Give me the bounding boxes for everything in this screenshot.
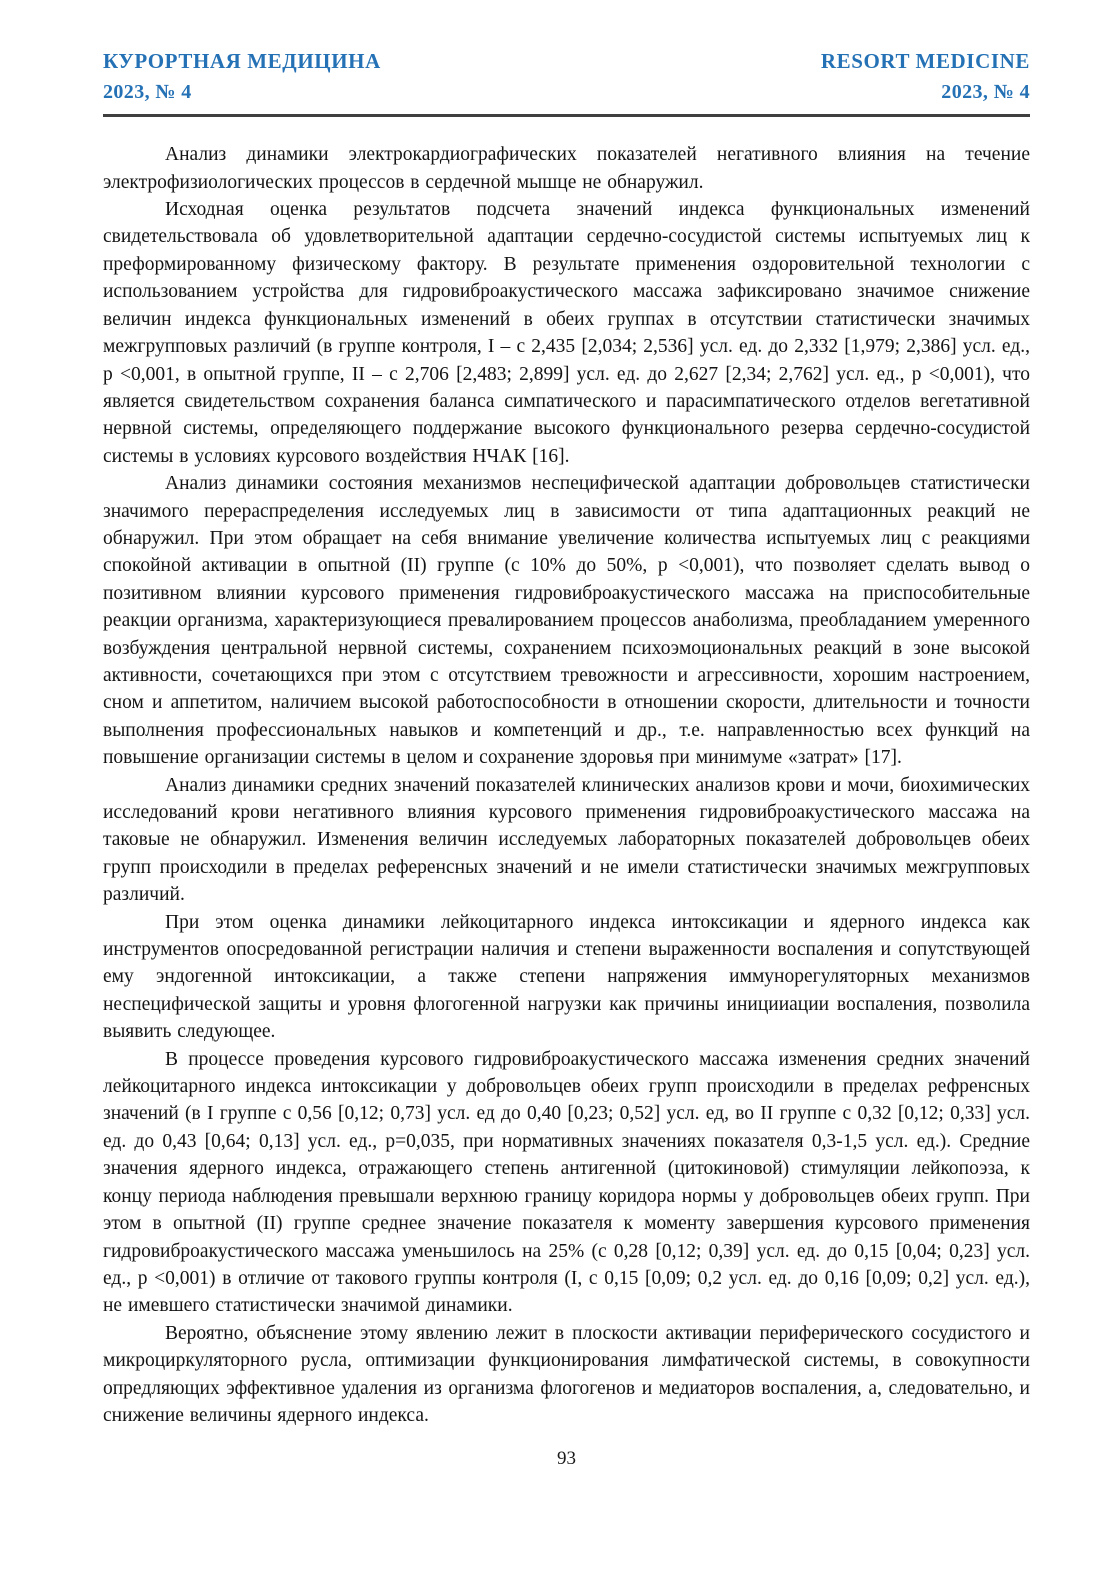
- journal-page: [103, 0, 1030, 1469]
- article-body: [103, 141, 1030, 1429]
- paragraph-ecg-analysis: Анализ динамики электрокардиографических показателей негативного влияния на течение электрофизиологических процессов в сердечной мышце не обнаружил.: [103, 144, 1030, 193]
- paragraph-leukocyte-index-results: В процессе проведения курсового гидровиброакустического массажа изменения средних значений лейкоцитарного индекса интоксикации у добровольцев обеих групп происходили в пределах рефренсных значений (в I группе с 0,56 [0,12; 0,73] усл. ед до 0,40 [0,23; 0,52] усл. ед, во II группе с 0,32 [0,12; 0,33] усл. ед. до 0,43 [0,64; 0,13] усл. ед., p=0,035, при нормативных значениях показателя 0,3-1,5 усл. ед.). Средние значения ядерного индекса, отражающего степень антигенной (цитокиновой) стимуляции лейкопоэза, к концу периода наблюдения превышали верхнюю границу коридора нормы у добровольцев обеих групп. При этом в опытной (II) группе среднее значение показателя к моменту завершения курсового применения гидровиброакустического массажа уменьшилось на 25% (с 0,28 [0,12; 0,39] усл. ед. до 0,15 [0,04; 0,23] усл. ед., p <0,001) в отличие от такового группы контроля (I, с 0,15 [0,09; 0,2 усл. ед. до 0,16 [0,09; 0,2] усл. ед.), не имевшего статистически значимой динамики.: [103, 1048, 1030, 1317]
- journal-issue-ru: 2023, № 4: [103, 81, 192, 104]
- page-number: 93: [557, 1448, 576, 1469]
- paragraph-explanation: Вероятно, объяснение этому явлению лежит в плоскости активации периферического сосудистого и микроциркуляторного русла, оптимизации функционирования лимфатической системы, в совокупности опредляющих эффективное удаления из организма флогогенов и медиаторов воспаления, а, следовательно, и снижение величины ядерного индекса.: [103, 1322, 1030, 1426]
- paragraph-leukocyte-index-intro: При этом оценка динамики лейкоцитарного индекса интоксикации и ядерного индекса как инструментов опосредованной регистрации наличия и степени выраженности воспаления и сопутствующей ему эндогенной интоксикации, а также степени напряжения иммунорегуляторных механизмов неспецифической защиты и уровня флогогенной нагрузки как причины иницииации воспаления, позволила выявить следующее.: [103, 911, 1030, 1043]
- header-divider: [103, 114, 1030, 117]
- journal-header: [103, 0, 1030, 105]
- header-right: [821, 48, 1030, 105]
- paragraph-functional-changes-index: Исходная оценка результатов подсчета значений индекса функциональных изменений свидетельствовала об удовлетворительной адаптации сердечно-сосудистой системы испытуемых лиц к преформированному физическому фактору. В результате применения оздоровительной технологии с использованием устройства для гидровиброакустического массажа зафиксировано значимое снижение величин индекса функциональных изменений в обеих группах в отсутствии статистически значимых межгрупповых различий (в группе контроля, I – с 2,435 [2,034; 2,536] усл. ед. до 2,332 [1,979; 2,386] усл. ед., p <0,001, в опытной группе, II – с 2,706 [2,483; 2,899] усл. ед. до 2,627 [2,34; 2,762] усл. ед., p <0,001), что является свидетельством сохранения баланса симпатического и парасимпатического отделов вегетативной нервной системы, определяющего поддержание высокого функционального резерва сердечно-сосудистой системы в условиях курсового воздействия НЧАК [16].: [103, 199, 1030, 467]
- paragraph-lab-tests: Анализ динамики средних значений показателей клинических анализов крови и мочи, биохимических исследований крови негативного влияния курсового применения гидровиброакустического массажа на таковые не обнаружил. Изменения величин исследуемых лабораторных показателей добровольцев обеих групп происходили в пределах референсных значений и не имели статистически значимых межгрупповых различий.: [103, 774, 1030, 906]
- paragraph-adaptation-mechanisms: Анализ динамики состояния механизмов неспецифической адаптации добровольцев статистически значимого перераспределения исследуемых лиц в зависимости от типа адаптационных реакций не обнаружил. При этом обращает на себя внимание увеличение количества испытуемых лиц с реакциями спокойной активации в опытной (II) группе (с 10% до 50%, p <0,001), что позволяет сделать вывод о позитивном влиянии курсового применения гидровиброакустического массажа на приспособительные реакции организма, характеризующиеся превалированием процессов анаболизма, преобладанием умеренного возбуждения центральной нервной системы, сохранением психоэмоциональных реакций в зоне высокой активности, сочетающихся при этом с отсутствием тревожности и агрессивности, хорошим настроением, сном и аппетитом, наличием высокой работоспособности в отношении скорости, длительности и точности выполнения профессиональных навыков и компетенций и др., т.е. направленностью всех функций на повышение организации системы в целом и сохранение здоровья при минимуме «затрат» [17].: [103, 473, 1030, 769]
- journal-title-ru: КУРОРТНАЯ МЕДИЦИНА: [103, 49, 381, 73]
- journal-title-en: RESORT MEDICINE: [820, 49, 1030, 73]
- journal-issue-en: 2023, № 4: [941, 81, 1030, 104]
- header-left: [103, 48, 381, 105]
